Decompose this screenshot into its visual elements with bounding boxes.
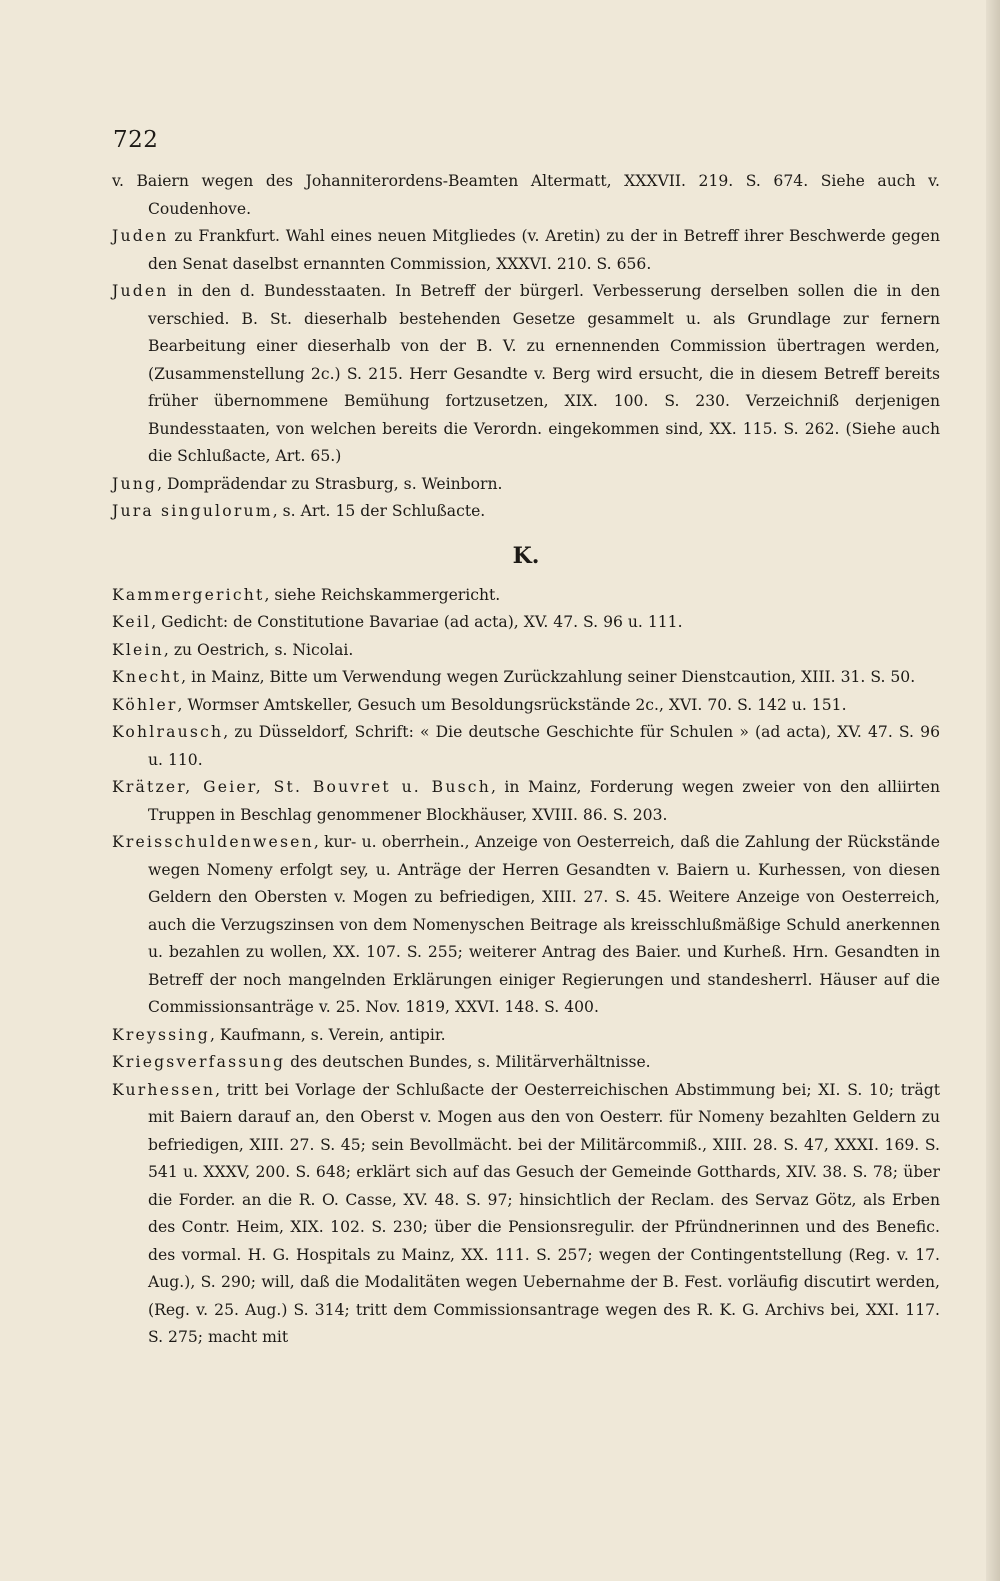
index-entry: [112, 223, 940, 278]
entry-head: Kreyssing: [112, 1025, 210, 1044]
entry-head: Jura singulorum: [112, 502, 273, 520]
index-entry: [112, 1022, 940, 1050]
entry-text: v. Baiern wegen des Johanniterordens-Beamten Altermatt, XXXVII. 219. S. 674. Siehe auch v. Coudenhove.: [112, 172, 940, 218]
index-entry: [112, 498, 940, 526]
entry-head: Kohlrausch: [112, 723, 224, 741]
entry-text: in den d. Bundesstaaten. In Betreff der bürgerl. Verbesserung derselben sollen die in den verschied. B. St. dieserhalb bestehenden Gesetze gesammelt u. als Grundlage zur fernern Bearbeitung einer dieserhalb von der B. V. zu ernennenden Commission übertragen werden, (Zusammenstellung 2c.) S. 215. Herr Gesandte v. Berg wird ersucht, die in diesem Betreff bereits früher übernommene Bemühung fortzusetzen, XIX. 100. S. 230. Verzeichniß derjenigen Bundesstaaten, von welchen bereits die Verordn. eingekommen sind, XX. 115. S. 262. (Siehe auch die Schlußacte, Art. 65.): [148, 282, 940, 465]
entry-text: , kur- u. oberrhein., Anzeige von Oesterreich, daß die Zahlung der Rückstände wegen Nomeny erfolgt sey, u. Anträge der Herren Gesandten v. Baiern u. Kurhessen, von diesen Geldern den Obersten v. Mogen zu befriedigen, XIII. 27. S. 45. Weitere Anzeige von Oesterreich, auch die Verzugszinsen von dem Nomenyschen Beitrage als kreisschlußmäßige Schuld anerkennen u. bezahlen zu wollen, XX. 107. S. 255; weiterer Antrag des Baier. und Kurheß. Hrn. Gesandten in Betreff der noch mangelnden Erklärungen einiger Regierungen und standesherrl. Häuser auf die Commissionsanträge v. 25. Nov. 1819, XXVI. 148. S. 400.: [148, 833, 940, 1016]
entry-head: Kriegsverfassung: [112, 1053, 286, 1071]
index-entry: [112, 692, 940, 720]
entry-text: , Kaufmann, s. Verein, antipir.: [209, 1025, 446, 1044]
entry-head: Kurhessen: [112, 1080, 216, 1099]
entry-head: Jung: [112, 474, 158, 493]
entry-head: Juden: [112, 282, 169, 300]
entry-head: Knecht: [112, 668, 182, 686]
index-entry: [112, 471, 940, 499]
entry-text: , in Mainz, Bitte um Verwendung wegen Zurückzahlung seiner Dienstcaution, XIII. 31. S. 50.: [181, 668, 916, 686]
index-entry: [112, 609, 940, 637]
entry-text: , Gedicht: de Constitutione Bavariae (ad acta), XV. 47. S. 96 u. 111.: [151, 613, 683, 631]
entry-text: , Wormser Amtskeller, Gesuch um Besoldungsrückstände 2c., XVI. 70. S. 142 u. 151.: [177, 695, 847, 714]
index-entry: [112, 1077, 940, 1352]
entry-text: , tritt bei Vorlage der Schlußacte der Oesterreichischen Abstimmung bei; XI. S. 10; trägt mit Baiern darauf an, den Oberst v. Mogen aus den von Oesterr. für Nomeny bezahlten Geldern zu befriedigen, XIII. 27. S. 45; sein Bevollmächt. bei der Militärcommiß., XIII. 28. S. 47, XXXI. 169. S. 541 u. XXXV, 200. S. 648; erklärt sich auf das Gesuch der Gemeinde Gotthards, XIV. 38. S. 78; über die Forder. an die R. O. Casse, XV. 48. S. 97; hinsichtlich der Reclam. des Servaz Götz, als Erben des Contr. Heim, XIX. 102. S. 230; über die Pensionsregulir. der Pfründnerinnen und des Benefic. des vormal. H. G. Hospitals zu Mainz, XX. 111. S. 257; wegen der Contingentstellung (Reg. v. 17. Aug.), S. 290; will, daß die Modalitäten wegen Uebernahme der B. Fest. vorläufig discutirt werden, (Reg. v. 25. Aug.) S. 314; tritt dem Commissionsantrage wegen des R. K. G. Archivs bei, XXI. 117. S. 275; macht mit: [148, 1080, 940, 1346]
index-entry: [112, 168, 940, 223]
index-entry: [112, 829, 940, 1022]
page-number: 722: [113, 127, 159, 153]
entry-head: Kammergericht: [112, 585, 265, 604]
index-entry: [112, 637, 940, 665]
index-entry: [112, 774, 940, 829]
index-entry: [112, 664, 940, 692]
entry-text: , zu Düsseldorf, Schrift: « Die deutsche Geschichte für Schulen » (ad acta), XV. 47. S. 96 u. 110.: [148, 723, 940, 769]
entry-head: Kreisschuldenwesen: [112, 833, 314, 851]
entry-text: des deutschen Bundes, s. Militärverhältnisse.: [285, 1053, 651, 1071]
entry-head: Klein: [112, 640, 164, 659]
entry-text: , Domprädendar zu Strasburg, s. Weinborn.: [157, 474, 503, 493]
entry-text: , zu Oestrich, s. Nicolai.: [163, 640, 354, 659]
entry-text: zu Frankfurt. Wahl eines neuen Mitgliedes (v. Aretin) zu der in Betreff ihrer Beschwerde gegen den Senat daselbst ernannten Commission, XXXVI. 210. S. 656.: [148, 227, 940, 273]
index-entry: [112, 1049, 940, 1077]
entry-head: Keil: [112, 613, 152, 631]
index-entries: [112, 168, 940, 1352]
index-entry: [112, 582, 940, 610]
entry-text: , in Mainz, Forderung wegen zweier von den alliirten Truppen in Beschlag genommener Blockhäuser, XVIII. 86. S. 203.: [148, 778, 940, 824]
section-letter-heading: K.: [512, 542, 540, 569]
entry-head: Krätzer, Geier, St. Bouvret u. Busch: [112, 778, 491, 796]
index-entry: [112, 278, 940, 471]
entry-text: , siehe Reichskammergericht.: [264, 585, 501, 604]
entry-text: , s. Art. 15 der Schlußacte.: [272, 502, 486, 520]
entry-head: Juden: [112, 227, 169, 245]
index-entry: [112, 719, 940, 774]
entry-head: Köhler: [112, 695, 178, 714]
